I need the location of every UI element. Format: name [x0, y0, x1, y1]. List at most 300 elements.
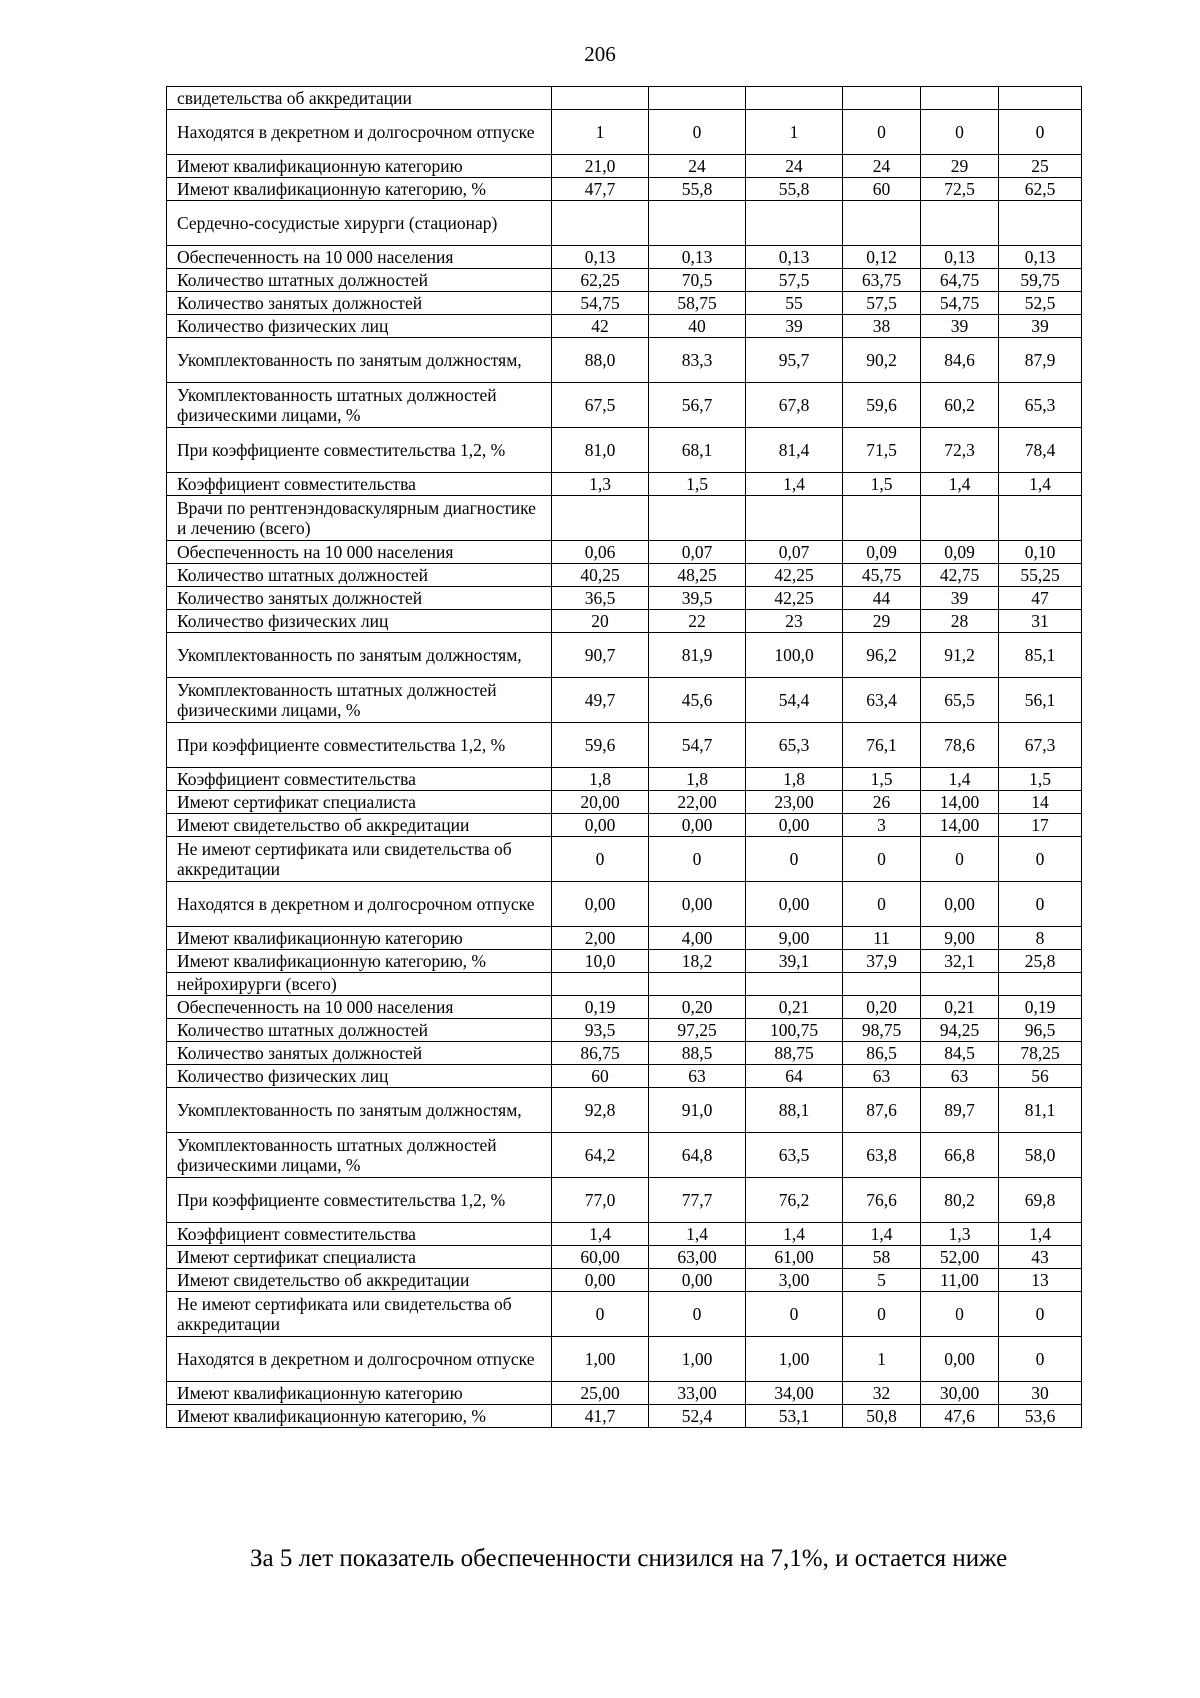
table-row	[167, 338, 1082, 383]
table-cell: 23	[746, 610, 843, 633]
table-cell: 9,00	[746, 927, 843, 950]
table-cell: 57,5	[746, 269, 843, 292]
table-row	[167, 768, 1082, 791]
table-cell: 62,25	[552, 269, 649, 292]
table-cell: 38	[843, 315, 921, 338]
table-cell: 0	[746, 837, 843, 882]
page-number: 206	[584, 42, 616, 66]
table-cell: 0,19	[999, 996, 1082, 1019]
table-cell: 0	[999, 1337, 1082, 1382]
table-cell: 1,8	[746, 768, 843, 791]
row-label: Имеют квалификационную категорию	[167, 1382, 552, 1405]
row-label: Не имеют сертификата или свидетельства об аккредитации	[167, 1292, 552, 1337]
row-label: Врачи по рентгенэндоваскулярным диагностике и лечению (всего)	[167, 496, 552, 541]
table-cell: 66,8	[921, 1133, 999, 1178]
table-cell: 63	[649, 1065, 746, 1088]
table-cell: 1,3	[921, 1223, 999, 1246]
table-cell: 0,09	[843, 541, 921, 564]
row-label: Укомплектованность по занятым должностям,	[167, 1088, 552, 1133]
table-cell: 88,1	[746, 1088, 843, 1133]
table-cell: 86,5	[843, 1042, 921, 1065]
table-row	[167, 882, 1082, 927]
table-cell: 0,09	[921, 541, 999, 564]
table-cell: 13	[999, 1269, 1082, 1292]
table-cell: 55	[746, 292, 843, 315]
table-cell: 0,00	[552, 882, 649, 927]
table-cell: 92,8	[552, 1088, 649, 1133]
table-cell: 100,75	[746, 1019, 843, 1042]
table-cell: 70,5	[649, 269, 746, 292]
table-cell: 60,2	[921, 383, 999, 428]
table-row	[167, 791, 1082, 814]
table-cell: 0,00	[649, 814, 746, 837]
table-cell	[999, 201, 1082, 246]
table-cell: 63,5	[746, 1133, 843, 1178]
table-cell: 41,7	[552, 1405, 649, 1428]
table-cell: 42,75	[921, 564, 999, 587]
table-cell: 59,6	[552, 723, 649, 768]
table-cell: 0	[649, 837, 746, 882]
table-row	[167, 1382, 1082, 1405]
row-label: Имеют квалификационную категорию, %	[167, 1405, 552, 1428]
table-cell: 64,75	[921, 269, 999, 292]
table-cell: 0	[843, 110, 921, 155]
table-cell: 29	[921, 155, 999, 178]
table-cell: 33,00	[649, 1382, 746, 1405]
table-cell: 1,4	[746, 1223, 843, 1246]
table-cell: 56,1	[999, 678, 1082, 723]
table-cell: 3,00	[746, 1269, 843, 1292]
table-cell: 25,00	[552, 1382, 649, 1405]
table-cell: 1,4	[921, 473, 999, 496]
table-cell: 1,4	[999, 1223, 1082, 1246]
table-row	[167, 633, 1082, 678]
table-cell: 0,13	[649, 246, 746, 269]
table-cell: 17	[999, 814, 1082, 837]
table-cell: 34,00	[746, 1382, 843, 1405]
table-cell	[552, 973, 649, 996]
table-cell: 52,00	[921, 1246, 999, 1269]
table-cell: 84,6	[921, 338, 999, 383]
table-cell	[746, 87, 843, 110]
table-cell: 45,6	[649, 678, 746, 723]
table-cell: 1	[552, 110, 649, 155]
table-cell: 0,07	[649, 541, 746, 564]
table-cell: 48,25	[649, 564, 746, 587]
table-row	[167, 1133, 1082, 1178]
table-row	[167, 837, 1082, 882]
table-cell: 0,00	[649, 882, 746, 927]
table-cell: 65,3	[999, 383, 1082, 428]
row-label: нейрохирурги (всего)	[167, 973, 552, 996]
table-cell: 0	[921, 110, 999, 155]
table-cell: 80,2	[921, 1178, 999, 1223]
table-cell: 63	[921, 1065, 999, 1088]
table-cell: 0	[649, 1292, 746, 1337]
table-cell: 54,7	[649, 723, 746, 768]
table-cell: 0	[999, 110, 1082, 155]
table-cell: 91,2	[921, 633, 999, 678]
table-cell: 76,1	[843, 723, 921, 768]
table-cell: 3	[843, 814, 921, 837]
table-cell: 55,8	[649, 178, 746, 201]
table-cell: 63,4	[843, 678, 921, 723]
table-cell	[552, 496, 649, 541]
table-row	[167, 246, 1082, 269]
row-label: Укомплектованность штатных должностей физическими лицами, %	[167, 678, 552, 723]
table-cell: 2,00	[552, 927, 649, 950]
row-label: Обеспеченность на 10 000 населения	[167, 996, 552, 1019]
table-cell: 0	[999, 837, 1082, 882]
table-cell: 59,75	[999, 269, 1082, 292]
table-row	[167, 269, 1082, 292]
table-cell: 0,20	[649, 996, 746, 1019]
table-cell: 76,6	[843, 1178, 921, 1223]
table-cell: 68,1	[649, 428, 746, 473]
row-label: Укомплектованность по занятым должностям,	[167, 338, 552, 383]
table-cell: 1,00	[746, 1337, 843, 1382]
table-cell: 45,75	[843, 564, 921, 587]
table-cell: 25,8	[999, 950, 1082, 973]
table-row	[167, 564, 1082, 587]
row-label: При коэффициенте совместительства 1,2, %	[167, 723, 552, 768]
table-cell	[843, 201, 921, 246]
table-cell: 0,00	[921, 882, 999, 927]
table-cell: 88,5	[649, 1042, 746, 1065]
table-cell: 87,9	[999, 338, 1082, 383]
row-label: Количество занятых должностей	[167, 1042, 552, 1065]
row-label: Имеют свидетельство об аккредитации	[167, 814, 552, 837]
table-cell: 55,8	[746, 178, 843, 201]
row-label: Количество штатных должностей	[167, 1019, 552, 1042]
table-cell: 39,1	[746, 950, 843, 973]
table-row	[167, 1223, 1082, 1246]
row-label: При коэффициенте совместительства 1,2, %	[167, 428, 552, 473]
table-cell: 11	[843, 927, 921, 950]
staffing-table	[166, 86, 1082, 1428]
table-cell: 8	[999, 927, 1082, 950]
table-row	[167, 587, 1082, 610]
table-cell	[843, 87, 921, 110]
table-cell: 0	[552, 837, 649, 882]
table-cell: 44	[843, 587, 921, 610]
table-cell: 55,25	[999, 564, 1082, 587]
table-cell: 97,25	[649, 1019, 746, 1042]
table-cell: 24	[746, 155, 843, 178]
table-row	[167, 723, 1082, 768]
table-row	[167, 1019, 1082, 1042]
table-cell: 98,75	[843, 1019, 921, 1042]
table-cell: 69,8	[999, 1178, 1082, 1223]
table-row	[167, 541, 1082, 564]
table-cell: 78,6	[921, 723, 999, 768]
row-label: Укомплектованность штатных должностей физическими лицами, %	[167, 383, 552, 428]
row-label: Находятся в декретном и долгосрочном отпуске	[167, 882, 552, 927]
table-cell: 90,7	[552, 633, 649, 678]
table-cell: 77,0	[552, 1178, 649, 1223]
table-cell: 0,00	[746, 882, 843, 927]
table-cell: 0	[999, 882, 1082, 927]
table-row	[167, 927, 1082, 950]
row-label: Укомплектованность по занятым должностям,	[167, 633, 552, 678]
table-cell: 91,0	[649, 1088, 746, 1133]
table-cell: 89,7	[921, 1088, 999, 1133]
table-cell: 30	[999, 1382, 1082, 1405]
table-cell: 90,2	[843, 338, 921, 383]
table-cell	[843, 973, 921, 996]
table-cell	[921, 973, 999, 996]
table-row	[167, 496, 1082, 541]
row-label: Находятся в декретном и долгосрочном отпуске	[167, 1337, 552, 1382]
table-cell: 85,1	[999, 633, 1082, 678]
table-cell: 1,4	[649, 1223, 746, 1246]
table-cell: 78,4	[999, 428, 1082, 473]
table-cell: 47	[999, 587, 1082, 610]
table-row	[167, 1405, 1082, 1428]
table-cell: 0,13	[746, 246, 843, 269]
table-cell: 56,7	[649, 383, 746, 428]
table-cell: 83,3	[649, 338, 746, 383]
table-cell	[921, 496, 999, 541]
table-cell: 42,25	[746, 587, 843, 610]
row-label: Находятся в декретном и долгосрочном отпуске	[167, 110, 552, 155]
table-cell: 29	[843, 610, 921, 633]
table-cell: 63	[843, 1065, 921, 1088]
table-cell: 54,75	[552, 292, 649, 315]
table-cell: 96,2	[843, 633, 921, 678]
table-cell: 0,10	[999, 541, 1082, 564]
table-cell: 10,0	[552, 950, 649, 973]
table-cell	[552, 201, 649, 246]
table-cell: 18,2	[649, 950, 746, 973]
table-row	[167, 1269, 1082, 1292]
row-label: Количество физических лиц	[167, 315, 552, 338]
table-cell	[843, 496, 921, 541]
table-cell: 49,7	[552, 678, 649, 723]
table-cell: 1,8	[649, 768, 746, 791]
table-cell	[999, 496, 1082, 541]
table-cell: 32	[843, 1382, 921, 1405]
table-cell: 0,00	[552, 1269, 649, 1292]
table-cell: 76,2	[746, 1178, 843, 1223]
table-cell: 31	[999, 610, 1082, 633]
table-cell	[921, 201, 999, 246]
table-cell: 64,2	[552, 1133, 649, 1178]
table-cell: 43	[999, 1246, 1082, 1269]
table-cell: 59,6	[843, 383, 921, 428]
table-cell: 1,4	[921, 768, 999, 791]
table-row	[167, 473, 1082, 496]
table-cell: 1,4	[843, 1223, 921, 1246]
table-cell: 24	[649, 155, 746, 178]
table-cell: 81,0	[552, 428, 649, 473]
table-row	[167, 814, 1082, 837]
table-cell: 0,00	[746, 814, 843, 837]
row-label: Количество штатных должностей	[167, 269, 552, 292]
table-cell: 22	[649, 610, 746, 633]
row-label: Имеют квалификационную категорию, %	[167, 178, 552, 201]
table-row	[167, 610, 1082, 633]
table-body	[167, 87, 1082, 1428]
table-cell: 1,00	[649, 1337, 746, 1382]
table-cell: 53,6	[999, 1405, 1082, 1428]
row-label: Имеют сертификат специалиста	[167, 1246, 552, 1269]
row-label: Коэффициент совместительства	[167, 473, 552, 496]
table-cell: 37,9	[843, 950, 921, 973]
table-cell: 1,8	[552, 768, 649, 791]
table-row	[167, 1042, 1082, 1065]
table-row	[167, 87, 1082, 110]
table-cell: 58,0	[999, 1133, 1082, 1178]
row-label: Имеют квалификационную категорию	[167, 927, 552, 950]
table-cell: 0	[921, 837, 999, 882]
table-cell: 25	[999, 155, 1082, 178]
table-cell: 67,5	[552, 383, 649, 428]
table-cell: 0	[843, 882, 921, 927]
table-cell: 64	[746, 1065, 843, 1088]
table-cell: 1,00	[552, 1337, 649, 1382]
table-cell: 63,75	[843, 269, 921, 292]
table-cell: 60	[843, 178, 921, 201]
table-cell: 1,5	[843, 768, 921, 791]
row-label: Имеют квалификационную категорию, %	[167, 950, 552, 973]
row-label: Укомплектованность штатных должностей физическими лицами, %	[167, 1133, 552, 1178]
table-cell: 39	[746, 315, 843, 338]
table-cell: 22,00	[649, 791, 746, 814]
table-cell: 84,5	[921, 1042, 999, 1065]
table-cell: 60	[552, 1065, 649, 1088]
table-cell: 14,00	[921, 791, 999, 814]
table-cell: 52,5	[999, 292, 1082, 315]
row-label: При коэффициенте совместительства 1,2, %	[167, 1178, 552, 1223]
table-row	[167, 428, 1082, 473]
table-row	[167, 950, 1082, 973]
table-cell: 54,4	[746, 678, 843, 723]
table-cell: 0	[843, 837, 921, 882]
table-row	[167, 155, 1082, 178]
table-cell: 14,00	[921, 814, 999, 837]
table-cell: 1,5	[843, 473, 921, 496]
table-cell: 96,5	[999, 1019, 1082, 1042]
table-cell: 1,4	[552, 1223, 649, 1246]
table-cell: 81,4	[746, 428, 843, 473]
table-cell: 47,6	[921, 1405, 999, 1428]
table-cell: 63,8	[843, 1133, 921, 1178]
table-cell: 0,21	[921, 996, 999, 1019]
table-cell: 39	[921, 587, 999, 610]
table-cell: 60,00	[552, 1246, 649, 1269]
row-label: свидетельства об аккредитации	[167, 87, 552, 110]
table-cell: 42,25	[746, 564, 843, 587]
table-cell: 54,75	[921, 292, 999, 315]
table-row	[167, 110, 1082, 155]
table-cell: 72,3	[921, 428, 999, 473]
table-cell	[649, 496, 746, 541]
table-row	[167, 1178, 1082, 1223]
table-cell: 0	[921, 1292, 999, 1337]
table-cell: 39,5	[649, 587, 746, 610]
table-cell: 23,00	[746, 791, 843, 814]
table-cell	[999, 973, 1082, 996]
table-row	[167, 201, 1082, 246]
table-cell: 94,25	[921, 1019, 999, 1042]
table-cell: 58	[843, 1246, 921, 1269]
table-cell: 1,5	[999, 768, 1082, 791]
table-cell	[649, 201, 746, 246]
table-cell: 88,0	[552, 338, 649, 383]
table-cell: 64,8	[649, 1133, 746, 1178]
table-row	[167, 1246, 1082, 1269]
table-cell: 0,12	[843, 246, 921, 269]
table-cell: 4,00	[649, 927, 746, 950]
table-cell: 100,0	[746, 633, 843, 678]
table-cell	[746, 973, 843, 996]
table-row	[167, 1292, 1082, 1337]
table-cell: 0,07	[746, 541, 843, 564]
table-cell: 40,25	[552, 564, 649, 587]
table-cell: 52,4	[649, 1405, 746, 1428]
table-cell: 65,5	[921, 678, 999, 723]
table-cell	[552, 87, 649, 110]
table-cell: 56	[999, 1065, 1082, 1088]
row-label: Имеют свидетельство об аккредитации	[167, 1269, 552, 1292]
table-cell: 11,00	[921, 1269, 999, 1292]
table-cell	[649, 87, 746, 110]
table-cell: 61,00	[746, 1246, 843, 1269]
table-row	[167, 1088, 1082, 1133]
table-cell: 63,00	[649, 1246, 746, 1269]
table-cell: 1,5	[649, 473, 746, 496]
row-label: Количество занятых должностей	[167, 587, 552, 610]
table-cell: 0	[746, 1292, 843, 1337]
table-cell: 87,6	[843, 1088, 921, 1133]
table-cell: 21,0	[552, 155, 649, 178]
body-text: За 5 лет показатель обеспеченности снизился на 7,1%, и остается ниже	[250, 1545, 1008, 1572]
table-cell: 20	[552, 610, 649, 633]
table-cell: 1,3	[552, 473, 649, 496]
table-cell: 28	[921, 610, 999, 633]
table-cell: 0	[999, 1292, 1082, 1337]
table-cell: 78,25	[999, 1042, 1082, 1065]
table-cell: 20,00	[552, 791, 649, 814]
table-cell: 77,7	[649, 1178, 746, 1223]
table-cell: 0,00	[552, 814, 649, 837]
table-cell: 0	[552, 1292, 649, 1337]
row-label: Количество штатных должностей	[167, 564, 552, 587]
row-label: Количество физических лиц	[167, 1065, 552, 1088]
table-cell: 53,1	[746, 1405, 843, 1428]
table-cell	[921, 87, 999, 110]
table-cell: 81,9	[649, 633, 746, 678]
table-cell: 0,13	[552, 246, 649, 269]
table-row	[167, 678, 1082, 723]
table-cell: 50,8	[843, 1405, 921, 1428]
table-cell: 93,5	[552, 1019, 649, 1042]
row-label: Имеют квалификационную категорию	[167, 155, 552, 178]
table-cell: 1,4	[999, 473, 1082, 496]
table-cell: 72,5	[921, 178, 999, 201]
table-cell: 1	[843, 1337, 921, 1382]
table-cell	[649, 973, 746, 996]
table-cell: 36,5	[552, 587, 649, 610]
table-cell: 0,20	[843, 996, 921, 1019]
table-row	[167, 996, 1082, 1019]
table-cell: 62,5	[999, 178, 1082, 201]
table-row	[167, 315, 1082, 338]
table-cell: 26	[843, 791, 921, 814]
table-cell: 0,13	[921, 246, 999, 269]
table-cell: 30,00	[921, 1382, 999, 1405]
